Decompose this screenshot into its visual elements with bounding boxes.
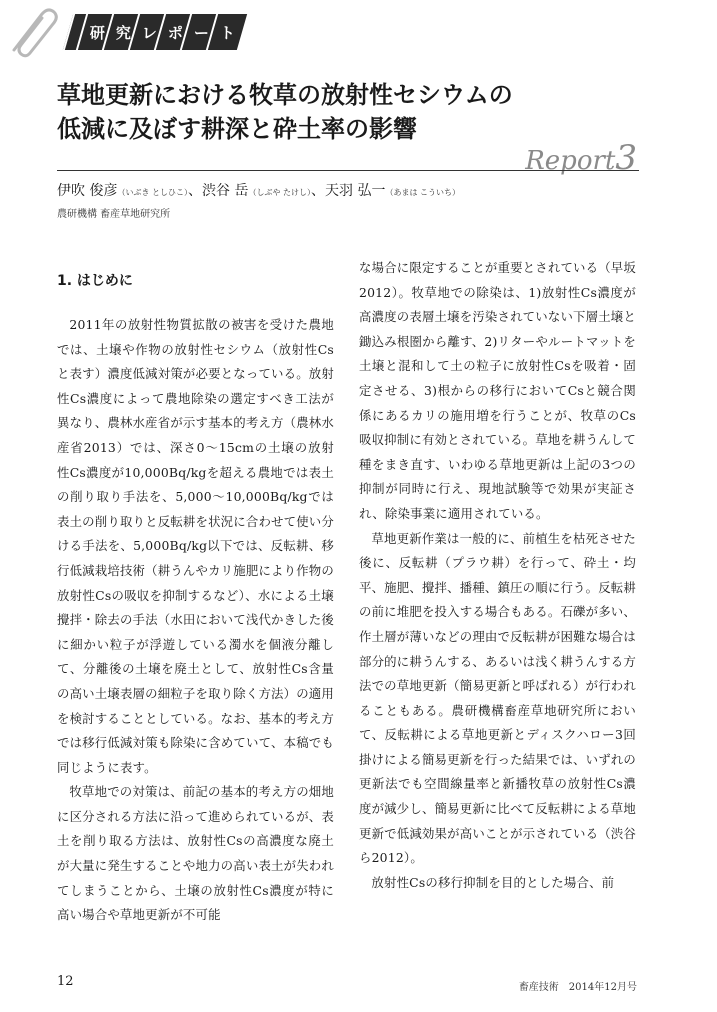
banner-char: レ — [128, 14, 169, 50]
page-number: 12 — [57, 974, 74, 989]
body-paragraph: 2011年の放射性物質拡散の被害を受けた農地では、土壌や作物の放射性セシウム（放射性Csと表す）濃度低減対策が必要となっている。放射性Cs濃度によって農地除染の選定すべき工法が異なり、農林水産省が示す基本的考え方（農林水産省2013）では、深さ0〜15cmの土壌の放射性Cs濃度が10,000Bq/kgを超える農地では表土の削り取り手法を、5,000〜10,000Bq/kgでは表土の削り取りと反転耕を状況に合わせて使い分ける手法を、5,000Bq/kg以下では、反転耕、移行低減栽培技術（耕うんやカリ施肥により作物の放射性Csの吸収を抑制するなど）、水による土壌攪拌・除去の手法（水田において浅代かきした後に細かい粒子が浮遊している濁水を個液分離して、分離後の土壌を廃土として、放射性Cs含量の高い土壌表層の細粒子を取り除く方法）の適用を検討することとしている。なお、基本的考え方では移行低減対策も除染に含めていて、本稿でも同じように表す。 — [57, 317, 334, 775]
title-divider — [57, 170, 639, 171]
title-line-2: 低減に及ぼす耕深と砕土率の影響 — [57, 115, 417, 143]
author-name: 伊吹 俊彦 — [57, 183, 118, 199]
body-paragraph: 牧草地での対策は、前記の基本的考え方の畑地に区分される方法に沿って進められているが、表土を削り取る方法は、放射性Csの高濃度な廃土が大量に発生することや地力の高い表土が失われてしまうことから、土壌の放射性Cs濃度が特に高い場合や草地更新が不可能 — [57, 784, 334, 923]
author-kana: （あまは こういち） — [385, 188, 460, 197]
report-word: Report — [525, 146, 616, 176]
banner-char: 研 — [76, 14, 117, 50]
body-paragraph: 放射性Csの移行抑制を目的とした場合、前 — [371, 874, 615, 890]
author-kana: （いぶき としひこ） — [117, 188, 188, 197]
article-title — [57, 78, 657, 146]
author-name: 渋谷 岳 — [202, 183, 249, 199]
body-paragraph: な場合に限定することが重要とされている（早坂2012）。牧草地での除染は、1)放射性Cs濃度が高濃度の表層土壌を汚染されていない下層土壌と鋤込み根圏から離す、2)リターやルートマットを土壌と混和して土の粒子に放射性Csを吸着・固定させる、3)根からの移行においてCsと競合関係にあるカリの施用増を行うことが、牧草のCs吸収抑制に有効とされている。草地を耕うんして種をまき直す、いわゆる草地更新は上記の3つの抑制が同時に行え、現地試験等で効果が実証され、除染事業に適用されている。 — [359, 260, 636, 521]
paperclip-icon — [2, 0, 64, 62]
right-column — [359, 256, 636, 895]
banner-char: ト — [206, 14, 247, 50]
section-heading: 1. はじめに — [57, 273, 133, 289]
report-number: 3 — [615, 138, 637, 178]
banner-char: 究 — [102, 14, 143, 50]
section-banner — [68, 14, 237, 50]
banner-char: ポ — [154, 14, 195, 50]
affiliation: 農研機構 畜産草地研究所 — [57, 209, 171, 220]
author-separator: 、 — [188, 183, 202, 199]
author-name: 天羽 弘一 — [325, 183, 386, 199]
left-column — [57, 256, 334, 928]
title-line-1: 草地更新における牧草の放射性セシウムの — [57, 81, 513, 109]
author-separator: 、 — [311, 183, 325, 199]
report-label — [525, 138, 637, 178]
author-list — [57, 180, 657, 200]
journal-footer: 畜産技術 2014年12月号 — [518, 982, 637, 993]
author-kana: （しぶや たけし） — [248, 188, 311, 197]
banner-char: ー — [180, 14, 221, 50]
body-paragraph: 草地更新作業は一般的に、前植生を枯死させた後に、反転耕（プラウ耕）を行って、砕土・均平、施肥、攪拌、播種、鎮圧の順に行う。反転耕の前に堆肥を投入する場合もある。石礫が多い、作土層が薄いなどの理由で反転耕が困難な場合は部分的に耕うんする、あるいは浅く耕うんする方法での草地更新（簡易更新と呼ばれる）が行われることもある。農研機構畜産草地研究所において、反転耕による草地更新とディスクハロー3回掛けによる簡易更新を行った結果では、いずれの更新法でも空間線量率と新播牧草の放射性Cs濃度が減少し、簡易更新に比べて反転耕による草地更新で低減効果が高いことが示されている（渋谷ら2012）。 — [359, 530, 636, 866]
